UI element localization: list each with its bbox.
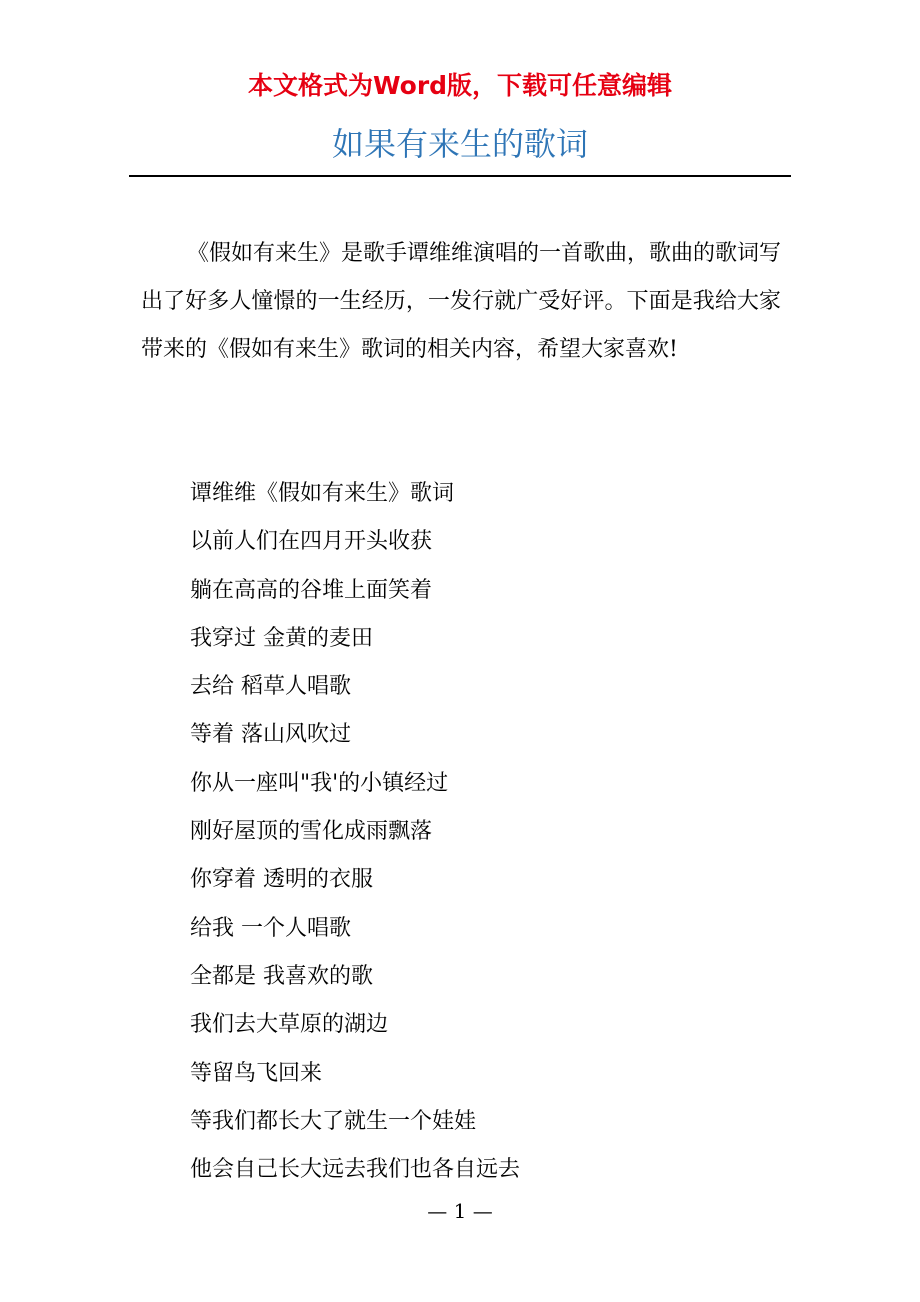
lyric-line: 去给 稻草人唱歌 [190,674,351,700]
lyric-line: 刚好屋顶的雪化成雨飘落 [190,819,433,845]
intro-paragraph: 《假如有来生》是歌手谭维维演唱的一首歌曲，歌曲的歌词写出了好多人憧憬的一生经历，一发行就广受好评。下面是我给大家带来的《假如有来生》歌词的相关内容，希望大家喜欢! [141,241,782,362]
lyric-line: 给我 一个人唱歌 [190,915,351,941]
format-notice: 本文格式为Word版，下载可任意编辑 [247,71,673,100]
lyric-line: 他会自己长大远去我们也各自远去 [190,1157,521,1183]
lyric-line: 等留鸟飞回来 [190,1060,323,1086]
lyric-line: 等着 落山风吹过 [190,722,351,748]
lyric-line: 我们去大草原的湖边 [190,1012,389,1038]
title-divider [129,175,791,177]
page-title: 如果有来生的歌词 [331,125,588,163]
lyric-line: 我穿过 金黄的麦田 [190,625,373,651]
page-number: — 1 — [427,1199,493,1223]
lyric-line: 躺在高高的谷堆上面笑着 [190,577,433,603]
lyric-line: 你穿着 透明的衣服 [190,867,373,893]
lyric-line: 全都是 我喜欢的歌 [190,963,373,989]
lyrics-list [190,470,790,1194]
lyric-line: 谭维维《假如有来生》歌词 [190,481,455,506]
lyric-line: 等我们都长大了就生一个娃娃 [190,1108,477,1134]
lyric-line: 以前人们在四月开头收获 [190,529,433,555]
lyric-line: 你从一座叫"我'的小镇经过 [190,770,449,796]
